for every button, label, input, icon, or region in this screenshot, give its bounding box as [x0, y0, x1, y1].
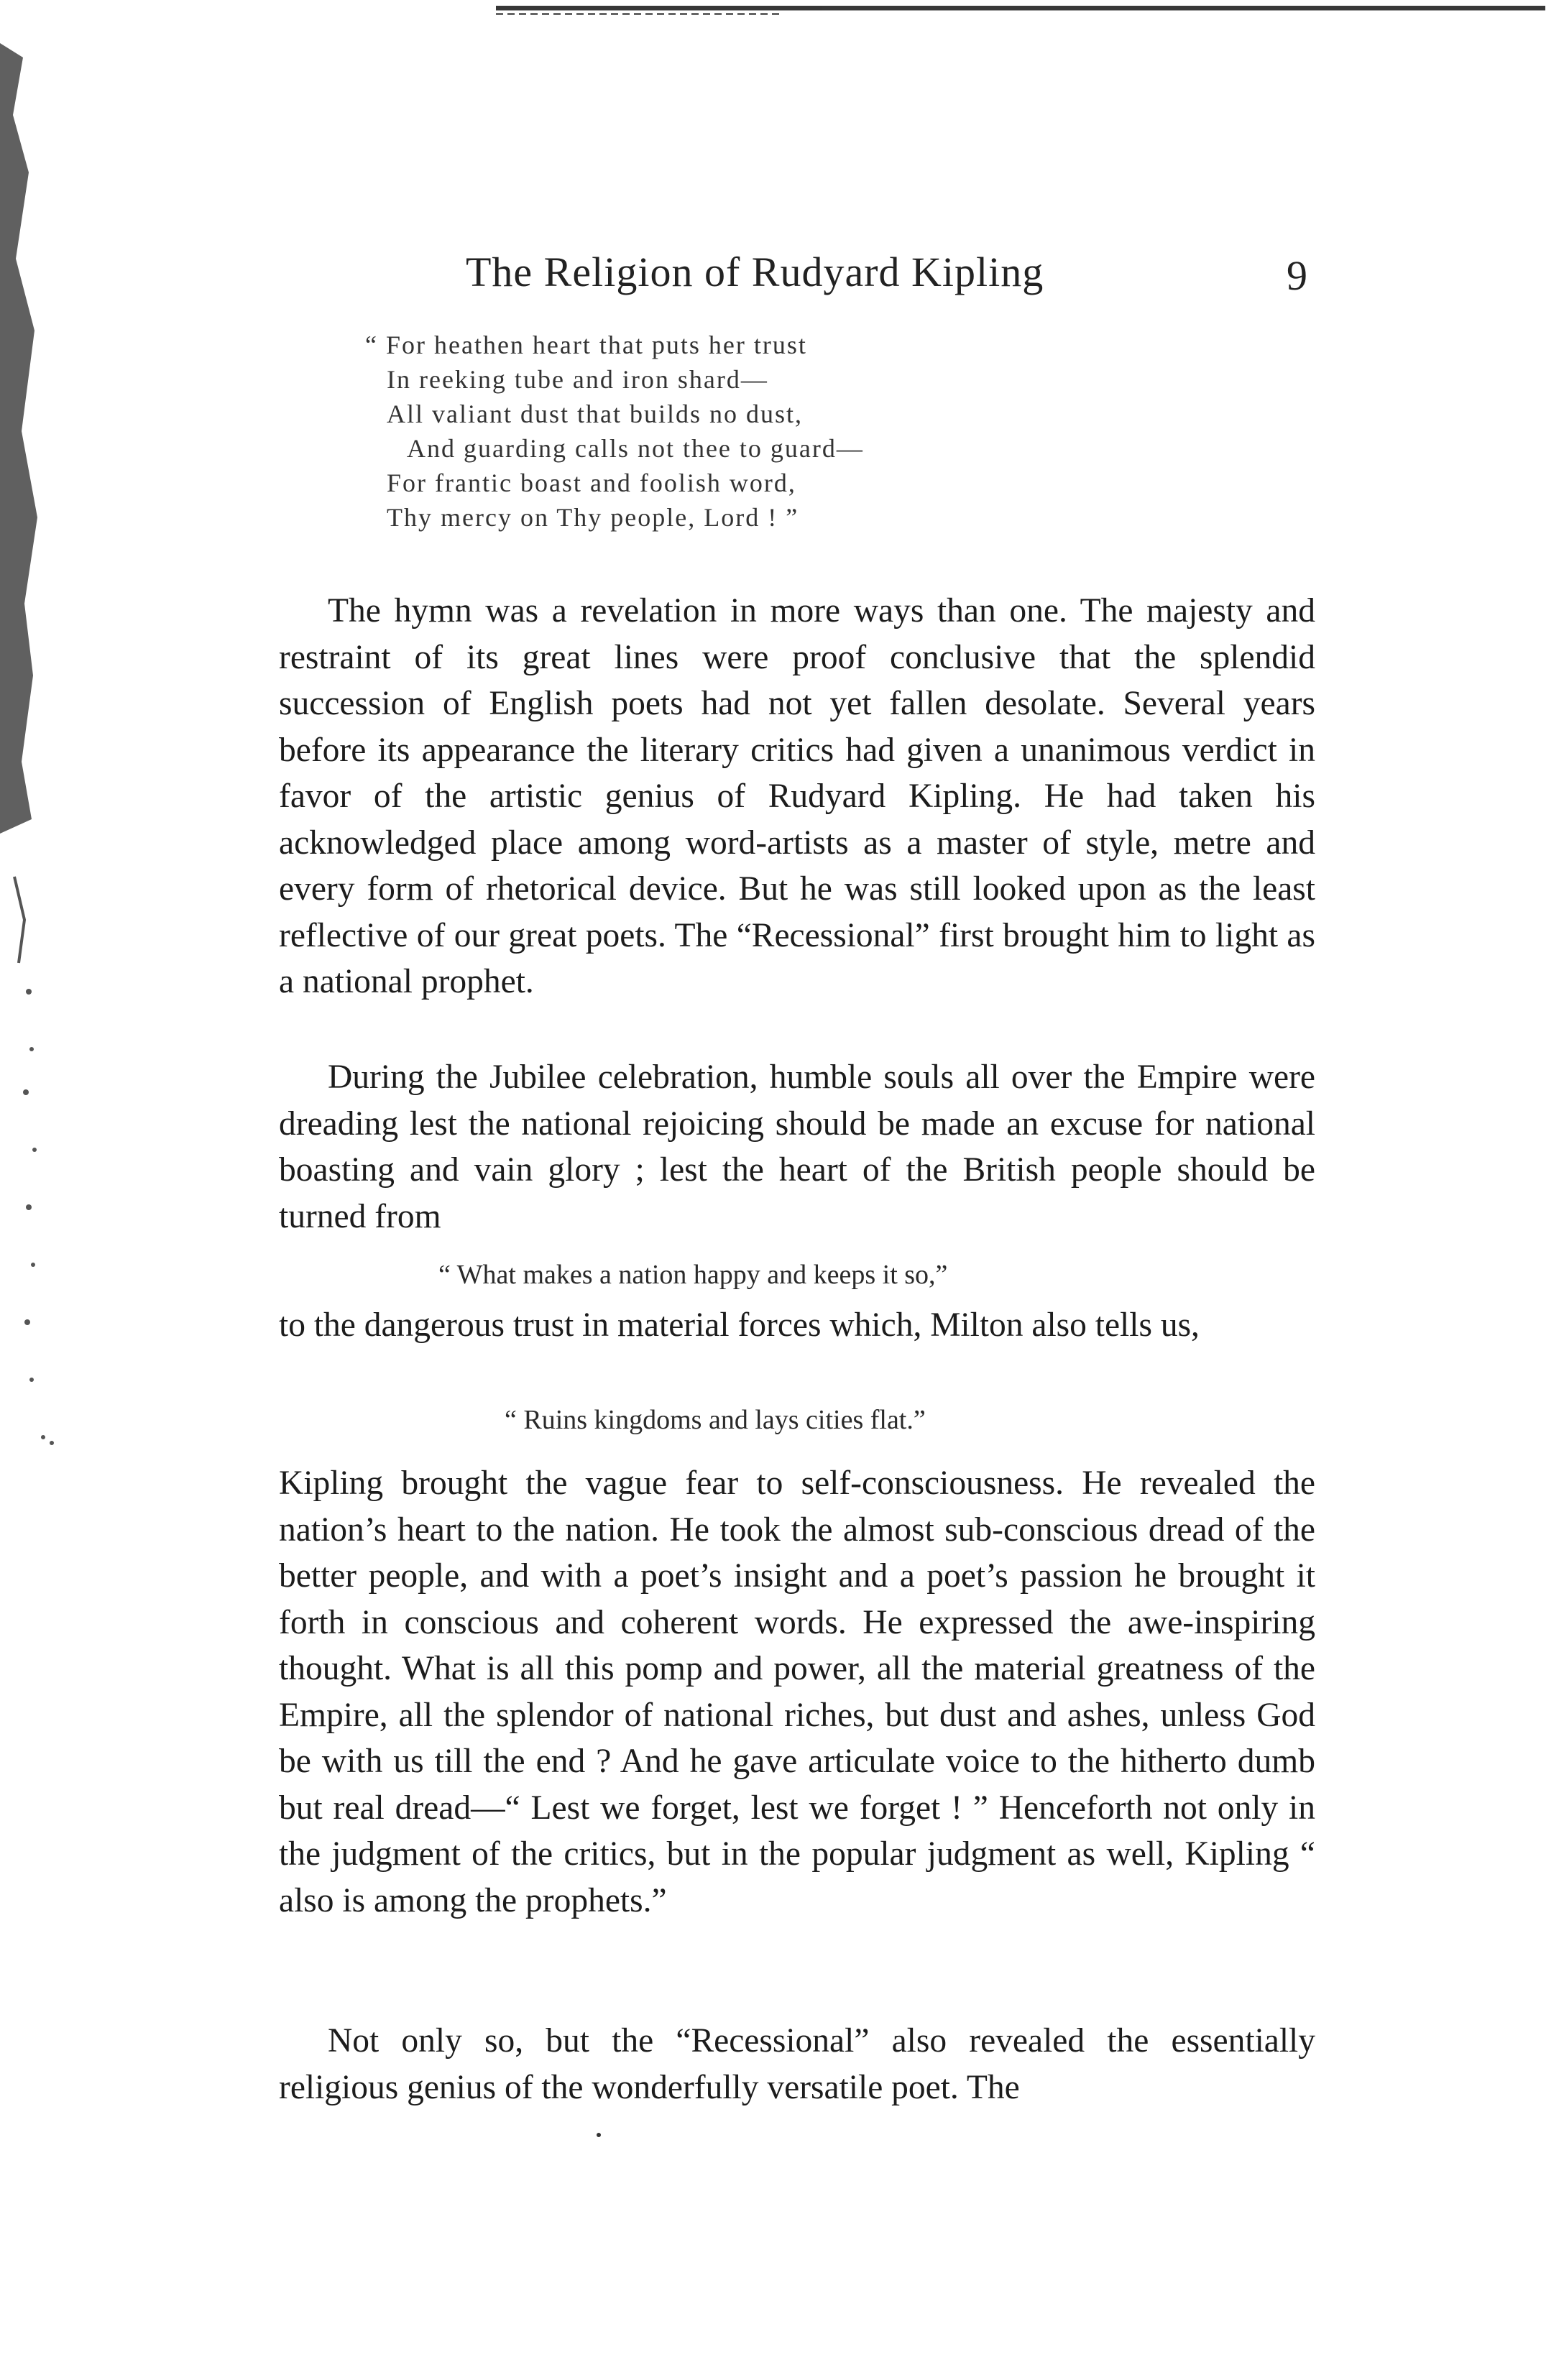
block-quote: “ What makes a nation happy and keeps it so,” — [438, 1260, 948, 1290]
page-number: 9 — [1287, 252, 1307, 299]
scan-edge-marks — [0, 29, 65, 1495]
verse-line: For frantic boast and foolish word, — [387, 469, 796, 497]
verse-line: All valiant dust that builds no dust, — [387, 400, 803, 428]
verse-line: Thy mercy on Thy people, Lord ! ” — [387, 503, 799, 532]
verse-line: In reeking tube and iron shard— — [387, 365, 768, 394]
stray-mark — [597, 2133, 601, 2137]
paragraph: Not only so, but the “Recessional” also revealed the essentially religious genius of the wonderfully versatile poet. The — [279, 2022, 1315, 2106]
paragraph: During the Jubilee celebration, humble souls all over the Empire were dreading lest the national rejoicing should be made an excuse for national boasting and vain glory ; lest the heart of the British people should be turned from — [279, 1058, 1315, 1235]
verse-line: And guarding calls not thee to guard— — [407, 434, 864, 463]
paragraph: The hymn was a revelation in more ways than one. The majesty and restraint of its great lines were proof conclusive that the splendid succession of English poets had not yet fallen desolate. Several years before its appearance the literary critics had given a unanimous verdict in favor of the artistic genius of Rudyard Kipling. He had taken his acknowledged place among word-artists as a master of style, metre and every form of rhetorical device. But he was still looked upon as the least reflective of our great poets. The “Recessional” first brought him to light as a national prophet. — [279, 592, 1315, 1000]
verse-line: “ For heathen heart that puts her trust — [365, 331, 807, 359]
paragraph: Kipling brought the vague fear to self-consciousness. He revealed the nation’s heart to the nation. He took the almost sub-conscious dread of the better people, and with a poet’s insight and a poet’s passion he brought it forth in conscious and coherent words. He expressed the awe-inspiring thought. What is all this pomp and power, all the material greatness of the Empire, all the splendor of national riches, but dust and ashes, unless God be with us till the end ? And he gave articulate voice to the hitherto dumb but real dread—“ Lest we forget, lest we forget ! ” Henceforth not only in the judgment of the critics, but in the popular judgment as well, Kipling “ also is among the prophets.” — [279, 1465, 1315, 1919]
top-scan-rule — [496, 6, 1545, 14]
paragraph: to the dangerous trust in material forces which, Milton also tells us, — [279, 1306, 1200, 1344]
running-head: The Religion of Rudyard Kipling — [466, 249, 1044, 295]
block-quote: “ Ruins kingdoms and lays cities flat.” — [505, 1405, 926, 1435]
